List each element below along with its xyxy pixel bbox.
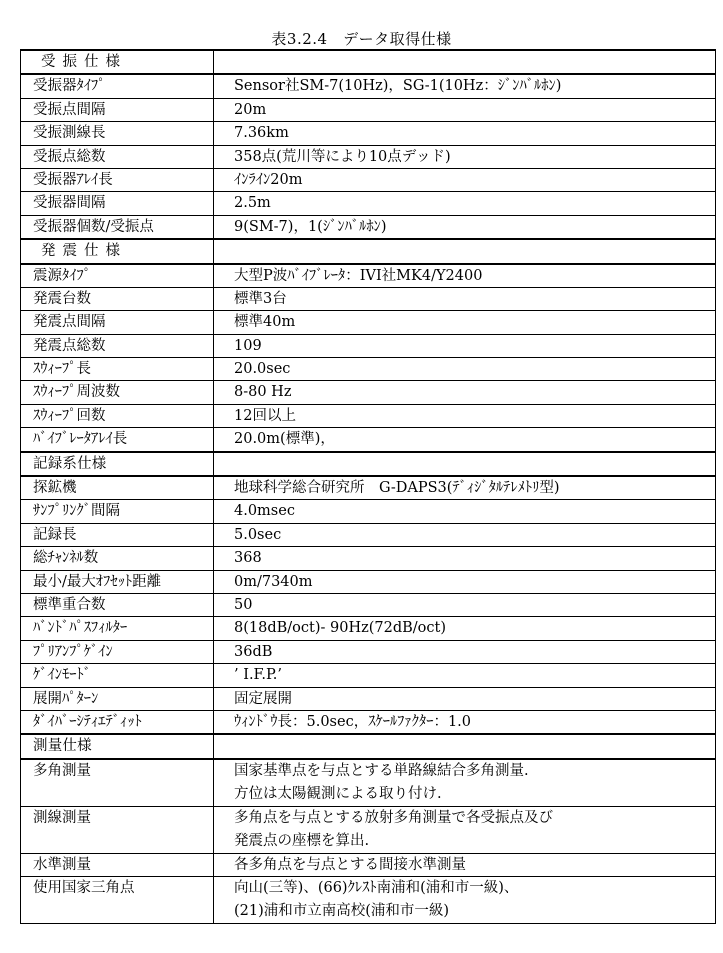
table-row [21,476,716,500]
row-value: 8-80 Hz [214,381,716,404]
data-acquisition-spec-table [20,49,716,924]
row-value: 9(SM-7)，1(ｼﾞﾝﾊﾞﾙﾎﾝ) [214,215,716,239]
table-row [21,877,716,924]
row-value: 標準3台 [214,287,716,310]
row-value: 標準40m [214,311,716,334]
table-row [21,687,716,710]
table-row [21,640,716,663]
row-value: 固定展開 [214,687,716,710]
row-value: ｲﾝﾗｲﾝ20m [214,168,716,191]
row-label: 受振点間隔 [21,98,214,121]
table-row [21,145,716,168]
section-title: 記録系仕様 [21,452,214,476]
row-value-line: 多角点を与点とする放射多角測量で各受振点及び [234,809,553,826]
row-label: ﾀﾞｲﾊﾞｰｼﾃｨｴﾃﾞｨｯﾄ [21,710,214,734]
row-label: ﾊﾞｲﾌﾞﾚｰﾀｱﾚｲ長 [21,428,214,452]
row-label: 多角測量 [21,759,214,807]
row-label: 発震台数 [21,287,214,310]
row-label: 震源ﾀｲﾌﾟ [21,264,214,288]
table-row [21,853,716,876]
row-value-line: (21)浦和市立南高校(浦和市一級) [234,903,450,920]
row-label: 受振器ﾀｲﾌﾟ [21,74,214,98]
row-label: 受振測線長 [21,122,214,145]
row-label: 受振器個数/受振点 [21,215,214,239]
row-value: 0m/7340m [214,570,716,593]
row-value: 5.0sec [214,523,716,546]
table-row [21,617,716,640]
row-label: 発震点間隔 [21,311,214,334]
row-label: ﾌﾟﾘｱﾝﾌﾟｹﾞｲﾝ [21,640,214,663]
row-value: ’ I.F.P.’ [214,664,716,687]
row-label: 総ﾁｬﾝﾈﾙ数 [21,547,214,570]
section-title: 測量仕様 [21,734,214,758]
table-caption: 表3.2.4 データ取得仕様 [271,30,452,48]
row-label: 記録長 [21,523,214,546]
table-row [21,98,716,121]
table-row [21,215,716,239]
row-value: 109 [214,334,716,357]
row-label: 受振器間隔 [21,192,214,215]
table-row [21,523,716,546]
row-value-line: 向山(三等)、(66)ｸﾚｽﾄ南浦和(浦和市一級)、 [234,880,519,897]
row-value: 地球科学総合研究所 G-DAPS3(ﾃﾞｨｼﾞﾀﾙﾃﾚﾒﾄﾘ型) [214,476,716,500]
row-value: 8(18dB/oct)- 90Hz(72dB/oct) [214,617,716,640]
table-row [21,311,716,334]
row-value [214,877,716,924]
row-value: 12回以上 [214,404,716,427]
row-value: 各多角点を与点とする間接水準測量 [214,853,716,876]
table-row [21,358,716,381]
section-header-recording [21,452,716,476]
row-value: Sensor社SM-7(10Hz)，SG-1(10Hz：ｼﾞﾝﾊﾞﾙﾎﾝ) [214,74,716,98]
row-value-line: 国家基準点を与点とする単路線結合多角測量. [234,762,529,779]
section-header-source [21,239,716,263]
table-row [21,593,716,616]
row-value-line: 方位は太陽観測による取り付け. [234,785,442,802]
table-row [21,710,716,734]
row-value: 36dB [214,640,716,663]
row-value: 2.5m [214,192,716,215]
table-row [21,806,716,853]
row-value: 大型P波ﾊﾞｲﾌﾞﾚｰﾀ：IVI社MK4/Y2400 [214,264,716,288]
table-row [21,404,716,427]
row-label: 標準重合数 [21,593,214,616]
section-header-receiver [21,50,716,74]
row-value: 20.0m(標準)， [214,428,716,452]
table-row [21,264,716,288]
row-label: 受振点総数 [21,145,214,168]
row-label: 測線測量 [21,806,214,853]
section-blank [214,452,716,476]
row-label: ｽｳｨｰﾌﾟ長 [21,358,214,381]
row-value: 20.0sec [214,358,716,381]
table-row [21,381,716,404]
table-row [21,122,716,145]
row-value-line: 発震点の座標を算出. [234,832,370,849]
row-label: ｻﾝﾌﾟﾘﾝｸﾞ間隔 [21,500,214,523]
section-title: 発震仕様 [21,239,214,263]
row-label: 発震点総数 [21,334,214,357]
table-row [21,168,716,191]
section-blank [214,239,716,263]
table-row [21,428,716,452]
table-row [21,759,716,807]
table-row [21,570,716,593]
row-label: 使用国家三角点 [21,877,214,924]
row-label: 受振器ｱﾚｲ長 [21,168,214,191]
table-row [21,192,716,215]
table-row [21,287,716,310]
row-label: 展開ﾊﾟﾀｰﾝ [21,687,214,710]
table-row [21,334,716,357]
row-label: ｽｳｨｰﾌﾟ周波数 [21,381,214,404]
row-label: 探鉱機 [21,476,214,500]
row-value: 50 [214,593,716,616]
row-value: 358点(荒川等により10点デッド) [214,145,716,168]
row-value [214,806,716,853]
section-blank [214,734,716,758]
row-label: 最小/最大ｵﾌｾｯﾄ距離 [21,570,214,593]
row-label: ｹﾞｲﾝﾓｰﾄﾞ [21,664,214,687]
table-row [21,664,716,687]
row-label: ﾊﾞﾝﾄﾞﾊﾟｽﾌｨﾙﾀｰ [21,617,214,640]
row-value: 368 [214,547,716,570]
table-row [21,74,716,98]
section-blank [214,50,716,74]
section-title: 受振仕様 [21,50,214,74]
row-label: 水準測量 [21,853,214,876]
row-label: ｽｳｨｰﾌﾟ回数 [21,404,214,427]
row-value: 7.36km [214,122,716,145]
row-value: ｳｨﾝﾄﾞｳ長：5.0sec，ｽｹｰﾙﾌｧｸﾀｰ：1.0 [214,710,716,734]
table-row [21,500,716,523]
row-value [214,759,716,807]
row-value: 4.0msec [214,500,716,523]
section-header-survey [21,734,716,758]
table-row [21,547,716,570]
row-value: 20m [214,98,716,121]
